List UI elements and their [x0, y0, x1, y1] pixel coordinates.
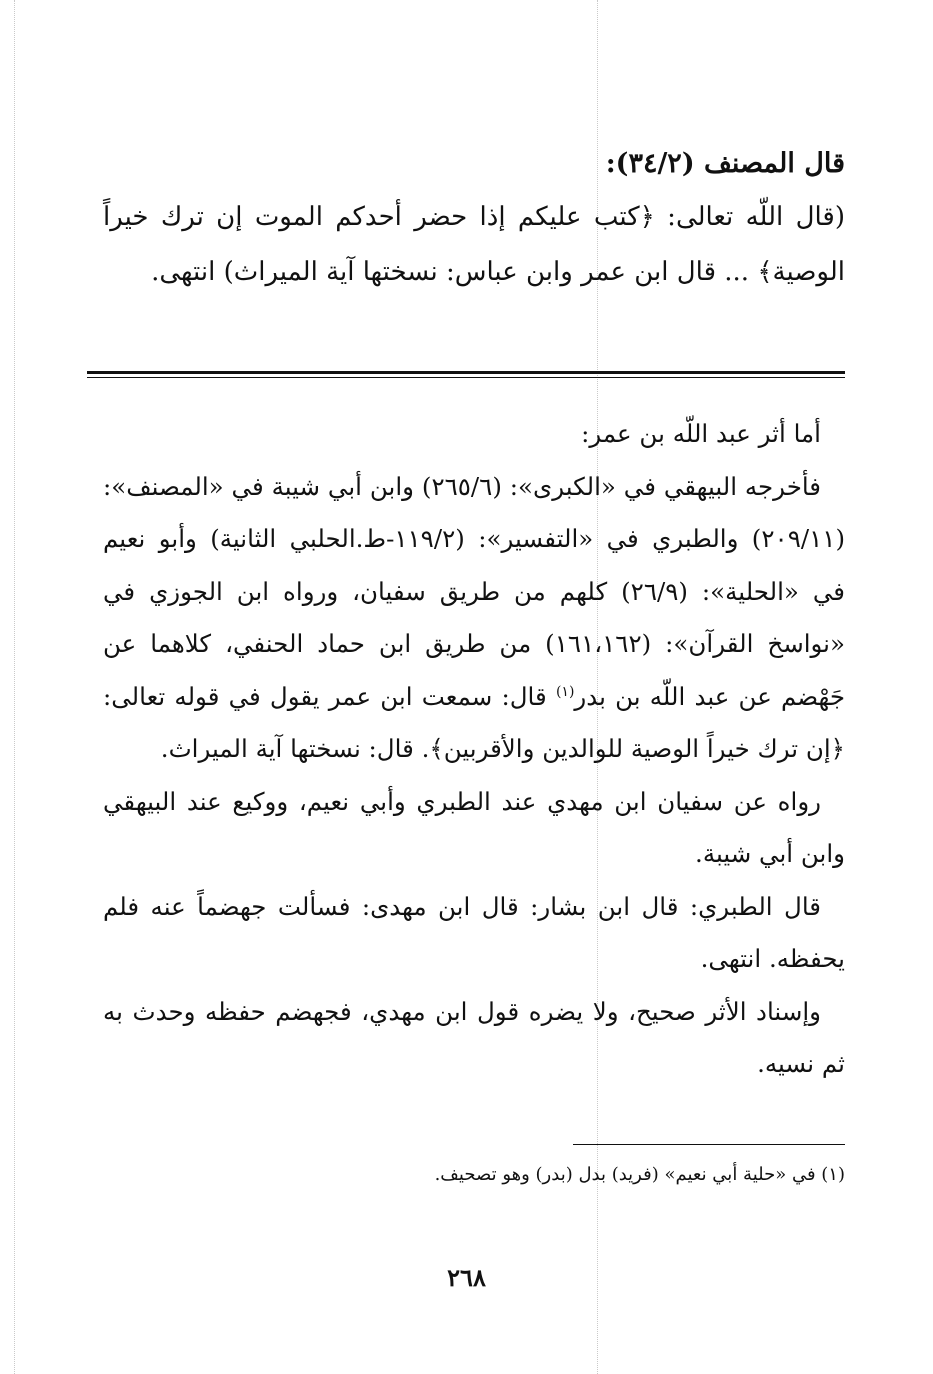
- separator-rule-thin: [87, 377, 845, 378]
- footnote-separator: [573, 1144, 845, 1145]
- paragraph-sources-part1: فأخرجه البيهقي في «الكبرى»: (٢٦٥/٦) وابن أبي شيبة في «المصنف»: (٢٠٩/١١) والطبري في «التفسير»: (١١٩/٢-ط.الحلبي الثانية) وأبو نعيم في «الحلية»: (٢٦/٩) كلهم من طريق سفيان، ورواه ابن الجوزي في «نواسخ القرآن»: (١٦١،١٦٢) من طريق ابن حماد الحنفي، كلاهما عن جَهْضم عن عبد اللّه بن بدر: [103, 471, 845, 711]
- paragraph-narrators: رواه عن سفيان ابن مهدي عند الطبري وأبي نعيم، ووكيع عند البيهقي وابن أبي شيبة.: [103, 786, 845, 868]
- page-number: ٢٦٨: [447, 1263, 486, 1292]
- footnote-reference[interactable]: (١): [555, 683, 575, 700]
- body-text: [103, 408, 845, 1091]
- section-heading: قال المصنف (٣٤/٢):: [605, 148, 845, 179]
- paragraph-sources: [103, 461, 845, 776]
- paragraph-tabari: قال الطبري: قال ابن بشار: قال ابن مهدى: فسألت جهضماً عنه فلم يحفظه. انتهى.: [103, 891, 845, 973]
- scan-artifact-line: [14, 0, 15, 1374]
- paragraph-intro: أما أثر عبد اللّه بن عمر:: [581, 419, 821, 448]
- footnote: (١) في «حلية أبي نعيم» (فريد) بدل (بدر) وهو تصحيف.: [434, 1164, 845, 1185]
- paragraph-isnad: وإسناد الأثر صحيح، ولا يضره قول ابن مهدي، فجهضم حفظه وحدث به ثم نسيه.: [103, 996, 845, 1078]
- paragraph-sources-part2: قال: سمعت ابن عمر يقول في قوله تعالى: ﴿إن ترك خيراً الوصية للوالدين والأقربين﴾. قال: نسختها آية الميراث.: [103, 681, 845, 763]
- separator-rule-thick: [87, 371, 845, 374]
- quoted-text: (قال اللّه تعالى: ﴿كتب عليكم إذا حضر أحدكم الموت إن ترك خيراً الوصية﴾ ... قال ابن عمر وابن عباس: نسختها آية الميراث) انتهى.: [103, 202, 845, 287]
